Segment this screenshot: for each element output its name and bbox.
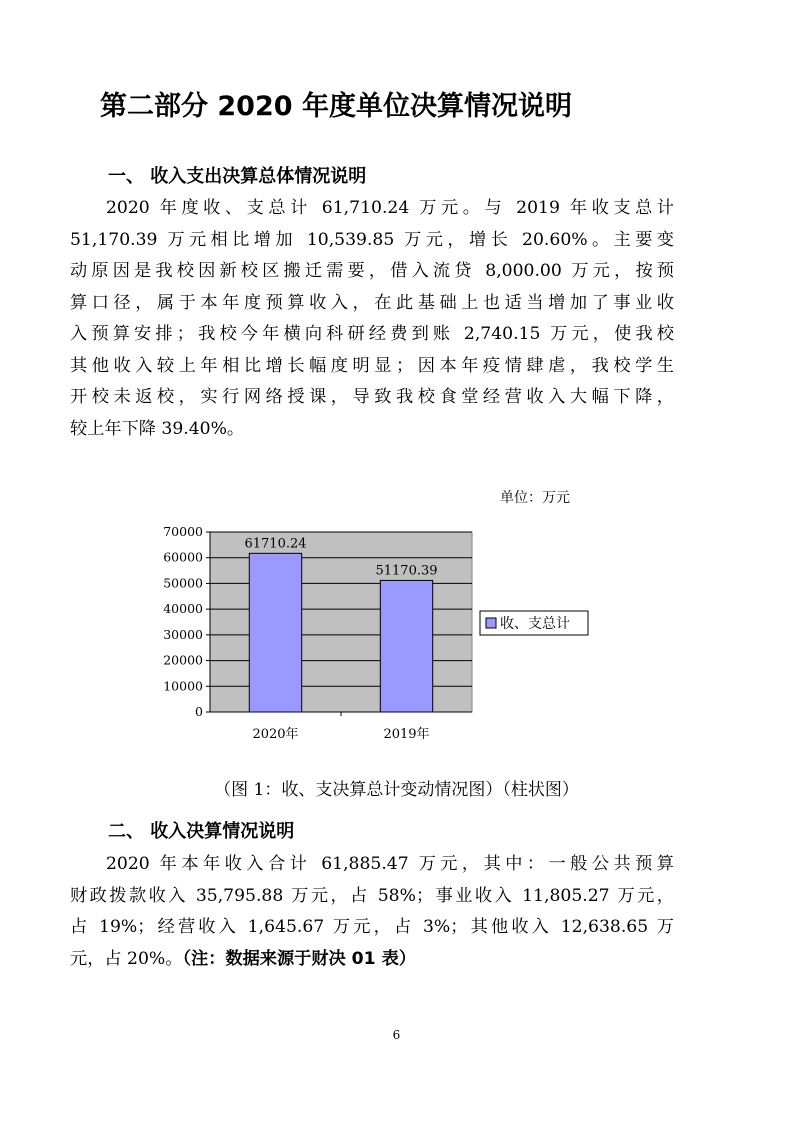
y-tick-label: 50000 — [163, 575, 203, 591]
page-number: 6 — [392, 1028, 401, 1042]
paragraph-line: 2020 年本年收入合计 61,885.47 万元，其中：一般公共预算 — [106, 854, 674, 874]
paragraph-line: 51,170.39 万元相比增加 10,539.85 万元，增长 20.60%。主要变 — [70, 229, 674, 250]
figure-caption: （图 1：收、支决算总计变动情况图）（柱状图） — [214, 780, 579, 800]
data-source-note: （注：数据来源于财决 01 表） — [182, 948, 416, 969]
y-tick-label: 20000 — [163, 652, 203, 668]
section2-paragraph — [70, 849, 674, 975]
paragraph-line: 2020 年度收、支总计 61,710.24 万元。与 2019 年收支总计 — [106, 198, 674, 218]
paragraph-line: 开校未返校，实行网络授课，导致我校食堂经营收入大幅下降， — [70, 387, 674, 407]
paragraph-text: 元，占 20%。 — [70, 948, 183, 969]
data-label: 61710.24 — [244, 536, 307, 552]
section-heading-revenue: 二、 收入决算情况说明 — [108, 821, 295, 842]
chart-svg — [150, 518, 600, 750]
bar — [380, 580, 432, 712]
paragraph-line: 动原因是我校因新校区搬迁需要，借入流贷 8,000.00 万元，按预 — [70, 261, 674, 281]
section1-paragraph — [70, 193, 674, 445]
legend-label: 收、支总计 — [500, 616, 570, 632]
paragraph-line: 入预算安排；我校今年横向科研经费到账 2,740.15 万元，使我校 — [70, 324, 674, 344]
bar-chart — [150, 518, 600, 754]
x-tick-label: 2019年 — [383, 727, 430, 742]
y-tick-label: 10000 — [163, 678, 203, 694]
paragraph-line: 算口径，属于本年度预算收入，在此基础上也适当增加了事业收 — [70, 292, 674, 313]
paragraph-line: 其他收入较上年相比增长幅度明显；因本年疫情肆虐，我校学生 — [70, 355, 674, 376]
paragraph-line: 较上年下降 39.40%。 — [70, 418, 245, 439]
y-tick-label: 0 — [195, 704, 203, 719]
y-tick-label: 60000 — [163, 549, 203, 565]
section-heading-revenue-expenditure: 一、 收入支出决算总体情况说明 — [108, 166, 367, 187]
unit-label: 单位：万元 — [500, 490, 570, 506]
y-tick-label: 30000 — [163, 626, 203, 642]
bar — [249, 553, 301, 712]
legend-swatch — [486, 618, 496, 628]
y-tick-label: 70000 — [163, 524, 203, 539]
page-title: 第二部分 2020 年度单位决算情况说明 — [100, 91, 572, 122]
paragraph-line: 财政拨款收入 35,795.88 万元，占 58%；事业收入 11,805.27 万元， — [70, 885, 674, 906]
paragraph-line — [70, 944, 674, 976]
data-label: 51170.39 — [375, 563, 438, 579]
y-tick-label: 40000 — [163, 601, 203, 617]
x-tick-label: 2020年 — [252, 727, 299, 742]
paragraph-line: 占 19%；经营收入 1,645.67 万元，占 3%；其他收入 12,638.65 万 — [70, 917, 674, 937]
